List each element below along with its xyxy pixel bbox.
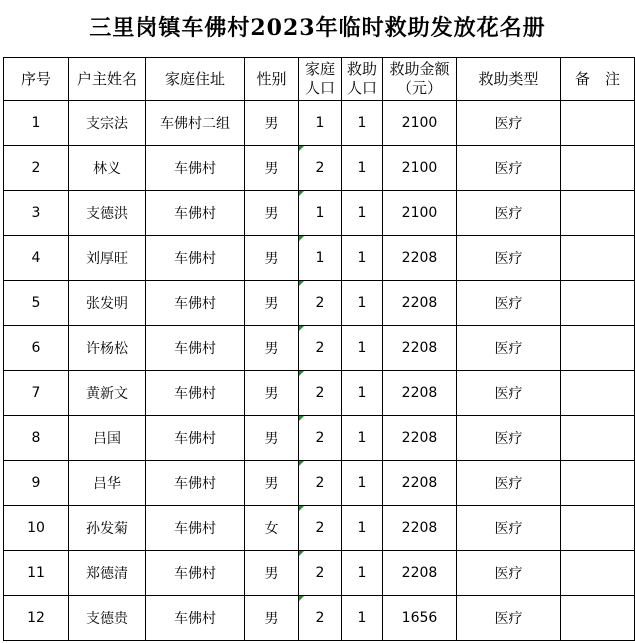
cell-aid-type: 医疗	[457, 371, 561, 416]
cell-household-size: 2	[299, 596, 342, 641]
cell-index: 7	[4, 371, 69, 416]
cell-index: 12	[4, 596, 69, 641]
cell-name: 郑德清	[69, 551, 146, 596]
cell-gender: 男	[245, 551, 299, 596]
cell-gender: 男	[245, 596, 299, 641]
cell-household-size: 2	[299, 551, 342, 596]
cell-gender: 男	[245, 281, 299, 326]
cell-name: 林义	[69, 146, 146, 191]
cell-name: 张发明	[69, 281, 146, 326]
cell-amount: 2208	[383, 461, 457, 506]
cell-amount: 2208	[383, 371, 457, 416]
cell-household-size: 2	[299, 281, 342, 326]
table-row	[4, 461, 635, 506]
cell-index: 6	[4, 326, 69, 371]
cell-address: 车佛村	[146, 281, 245, 326]
cell-name: 孙发菊	[69, 506, 146, 551]
cell-remarks	[561, 281, 635, 326]
cell-address: 车佛村	[146, 371, 245, 416]
cell-aided-persons: 1	[342, 416, 383, 461]
table-row	[4, 416, 635, 461]
cell-address: 车佛村	[146, 191, 245, 236]
cell-aid-type: 医疗	[457, 326, 561, 371]
table-row	[4, 506, 635, 551]
cell-amount: 2208	[383, 506, 457, 551]
cell-index: 4	[4, 236, 69, 281]
cell-aided-persons: 1	[342, 461, 383, 506]
cell-index: 11	[4, 551, 69, 596]
table-row	[4, 146, 635, 191]
cell-remarks	[561, 191, 635, 236]
cell-aid-type: 医疗	[457, 596, 561, 641]
cell-amount: 2208	[383, 236, 457, 281]
table-row	[4, 191, 635, 236]
header-aided-persons: 救助人口	[342, 58, 383, 101]
cell-amount: 2100	[383, 146, 457, 191]
cell-amount: 1656	[383, 596, 457, 641]
cell-aided-persons: 1	[342, 191, 383, 236]
cell-aid-type: 医疗	[457, 236, 561, 281]
cell-amount: 2208	[383, 281, 457, 326]
table-row	[4, 551, 635, 596]
header-aid-type: 救助类型	[457, 58, 561, 101]
cell-name: 黄新文	[69, 371, 146, 416]
cell-gender: 男	[245, 461, 299, 506]
cell-household-size: 2	[299, 461, 342, 506]
table-row	[4, 596, 635, 641]
cell-address: 车佛村	[146, 506, 245, 551]
cell-index: 5	[4, 281, 69, 326]
table-row	[4, 326, 635, 371]
cell-gender: 女	[245, 506, 299, 551]
cell-address: 车佛村	[146, 326, 245, 371]
cell-aided-persons: 1	[342, 596, 383, 641]
cell-address: 车佛村	[146, 551, 245, 596]
cell-aided-persons: 1	[342, 281, 383, 326]
cell-index: 3	[4, 191, 69, 236]
cell-aided-persons: 1	[342, 371, 383, 416]
cell-remarks	[561, 416, 635, 461]
cell-household-size: 2	[299, 416, 342, 461]
cell-name: 刘厚旺	[69, 236, 146, 281]
cell-remarks	[561, 506, 635, 551]
cell-household-size: 2	[299, 506, 342, 551]
cell-household-size: 2	[299, 146, 342, 191]
cell-amount: 2100	[383, 101, 457, 146]
cell-remarks	[561, 146, 635, 191]
table-row	[4, 281, 635, 326]
cell-address: 车佛村	[146, 146, 245, 191]
cell-aid-type: 医疗	[457, 101, 561, 146]
cell-aided-persons: 1	[342, 506, 383, 551]
table-header-row	[4, 58, 635, 101]
cell-household-size: 1	[299, 191, 342, 236]
cell-gender: 男	[245, 371, 299, 416]
page-title: 三里岗镇车佛村2023年临时救助发放花名册	[89, 15, 546, 41]
table-row	[4, 101, 635, 146]
header-remarks: 备 注	[561, 58, 635, 101]
cell-gender: 男	[245, 416, 299, 461]
cell-name: 支德贵	[69, 596, 146, 641]
cell-aid-type: 医疗	[457, 191, 561, 236]
cell-remarks	[561, 101, 635, 146]
cell-remarks	[561, 371, 635, 416]
cell-gender: 男	[245, 146, 299, 191]
cell-aid-type: 医疗	[457, 506, 561, 551]
cell-name: 支宗法	[69, 101, 146, 146]
cell-remarks	[561, 596, 635, 641]
cell-household-size: 1	[299, 236, 342, 281]
cell-gender: 男	[245, 326, 299, 371]
cell-aid-type: 医疗	[457, 281, 561, 326]
cell-aid-type: 医疗	[457, 146, 561, 191]
cell-address: 车佛村二组	[146, 101, 245, 146]
cell-aided-persons: 1	[342, 236, 383, 281]
header-amount: 救助金额（元）	[383, 58, 457, 101]
cell-household-size: 1	[299, 101, 342, 146]
cell-address: 车佛村	[146, 416, 245, 461]
cell-aided-persons: 1	[342, 101, 383, 146]
table-row	[4, 371, 635, 416]
cell-index: 2	[4, 146, 69, 191]
cell-index: 1	[4, 101, 69, 146]
cell-index: 9	[4, 461, 69, 506]
cell-address: 车佛村	[146, 461, 245, 506]
cell-household-size: 2	[299, 371, 342, 416]
cell-index: 8	[4, 416, 69, 461]
cell-address: 车佛村	[146, 236, 245, 281]
cell-index: 10	[4, 506, 69, 551]
header-index: 序号	[4, 58, 69, 101]
cell-aided-persons: 1	[342, 146, 383, 191]
cell-gender: 男	[245, 236, 299, 281]
header-householder-name: 户主姓名	[69, 58, 146, 101]
cell-name: 吕华	[69, 461, 146, 506]
table-row	[4, 236, 635, 281]
cell-address: 车佛村	[146, 596, 245, 641]
relief-roster-table	[3, 57, 635, 641]
cell-name: 许杨松	[69, 326, 146, 371]
cell-household-size: 2	[299, 326, 342, 371]
cell-aid-type: 医疗	[457, 416, 561, 461]
cell-remarks	[561, 326, 635, 371]
cell-gender: 男	[245, 101, 299, 146]
cell-amount: 2208	[383, 416, 457, 461]
cell-aid-type: 医疗	[457, 551, 561, 596]
cell-aided-persons: 1	[342, 326, 383, 371]
cell-remarks	[561, 236, 635, 281]
cell-amount: 2100	[383, 191, 457, 236]
cell-remarks	[561, 551, 635, 596]
cell-name: 支德洪	[69, 191, 146, 236]
header-household-size: 家庭人口	[299, 58, 342, 101]
cell-name: 吕国	[69, 416, 146, 461]
cell-aided-persons: 1	[342, 551, 383, 596]
cell-aid-type: 医疗	[457, 461, 561, 506]
cell-remarks	[561, 461, 635, 506]
header-gender: 性别	[245, 58, 299, 101]
header-address: 家庭住址	[146, 58, 245, 101]
cell-gender: 男	[245, 191, 299, 236]
cell-amount: 2208	[383, 326, 457, 371]
cell-amount: 2208	[383, 551, 457, 596]
